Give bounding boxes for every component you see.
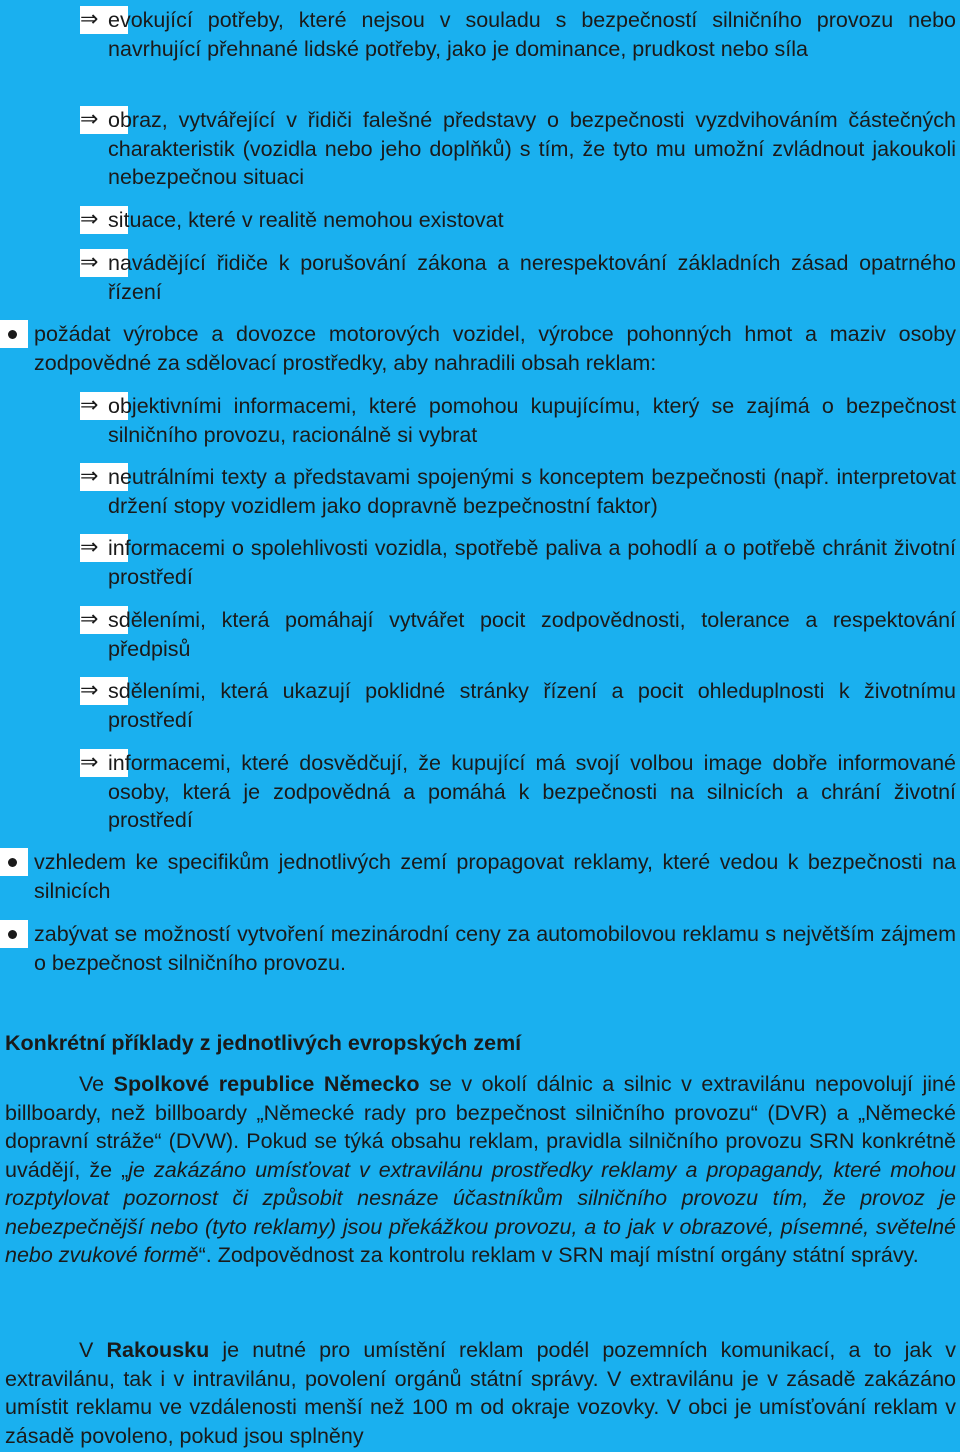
arrow-list-item: [80, 392, 956, 450]
arrow-item-text: informacemi o spolehlivosti vozidla, spotřebě paliva a pohodlí a o potřebě chránit životní prostředí: [108, 536, 956, 589]
arrow-list-item: [80, 677, 956, 735]
arrow-item-text: sděleními, která ukazují poklidné stránky řízení a pocit ohleduplnosti k životnímu prostředí: [108, 679, 956, 732]
para-text: “. Zodpovědnost za kontrolu reklam v SRN mají místní orgány státní správy.: [198, 1243, 919, 1267]
para-text: se v okolí dálnic a silnic v extravilánu nepovolují jiné billboardy, než billboardy „Německé rady pro bezpečnost silničního provozu“ (DVR) a „Německé dopravní stráže“ (DVW). Pokud se týká obsahu reklam, pravidla silničního provozu SRN konkrétně uvádějí, že „: [5, 1072, 956, 1182]
bullet-item-text: požádat výrobce a dovozce motorových vozidel, výrobce pohonných hmot a maziv osoby zodpovědné za sdělovací prostředky, aby nahradili obsah reklam:: [34, 322, 956, 375]
arrow-list-item: [80, 749, 956, 835]
arrow-item-text: evokující potřeby, které nejsou v souladu s bezpečností silničního provozu nebo navrhující přehnané lidské potřeby, jako je dominance, prudkost nebo síla: [108, 8, 956, 61]
arrow-list-item: [80, 106, 956, 192]
double-arrow-icon: ⇒: [80, 750, 99, 775]
marker-highlight: [0, 848, 28, 876]
double-arrow-icon: ⇒: [80, 107, 99, 132]
arrow-item-text: sděleními, která pomáhají vytvářet pocit zodpovědnosti, tolerance a respektování předpisů: [108, 608, 956, 661]
paragraph-austria: [5, 1336, 956, 1450]
bullet-item-text: vzhledem ke specifikům jednotlivých zemí propagovat reklamy, které vedou k bezpečnosti na silnicích: [34, 850, 956, 903]
arrow-list-item: [80, 249, 956, 307]
arrow-list-item: [80, 463, 956, 521]
paragraph-germany: [5, 1070, 956, 1270]
double-arrow-icon: ⇒: [80, 464, 99, 489]
double-arrow-icon: ⇒: [80, 535, 99, 560]
country-name: Spolkové republice Německo: [113, 1072, 420, 1096]
para-text: Ve: [79, 1072, 114, 1096]
double-arrow-icon: ⇒: [80, 678, 99, 703]
para-text: V: [79, 1338, 107, 1362]
bullet-list-item: [0, 920, 956, 978]
arrow-item-text: navádějící řidiče k porušování zákona a nerespektování základních zásad opatrného řízení: [108, 251, 956, 304]
quoted-regulation: je zakázáno umísťovat v extravilánu prostředky reklamy a propagandy, které mohou rozptylovat pozornost či způsobit nesnáze účastníkům silničního provozu tím, že provoz je nebezpečnější nebo (tyto reklamy) jsou překážkou provozu, a to jak v obrazové, písemné, světelné nebo zvukové formě: [5, 1157, 956, 1267]
para-text: je nutné pro umístění reklam podél pozemních komunikací, a to jak v extravilánu, tak i v intravilánu, povolení orgánů státní správy. V extravilánu je v zásadě zakázáno umístit reklamu ve vzdálenosti menší než 100 m od okraje vozovky. V obci je umísťování reklam v zásadě povoleno, pokud jsou splněny: [5, 1338, 956, 1448]
arrow-list-item: [80, 534, 956, 592]
arrow-item-text: informacemi, které dosvědčují, že kupující má svojí volbou image dobře informované osoby, která je zodpovědná a pomáhá k bezpečnosti na silnicích a chrání životní prostředí: [108, 751, 956, 832]
marker-highlight: [0, 920, 28, 948]
arrow-list-item: [80, 606, 956, 664]
double-arrow-icon: ⇒: [80, 7, 99, 32]
arrow-item-text: situace, které v realitě nemohou existovat: [108, 208, 504, 232]
bullet-list-item: [0, 320, 956, 378]
arrow-list-item: [80, 206, 956, 235]
double-arrow-icon: ⇒: [80, 250, 99, 275]
double-arrow-icon: ⇒: [80, 393, 99, 418]
bullet-icon: [8, 330, 17, 339]
double-arrow-icon: ⇒: [80, 607, 99, 632]
bullet-item-text: zabývat se možností vytvoření mezinárodní ceny za automobilovou reklamu s největším zájmem o bezpečnost silničního provozu.: [34, 922, 956, 975]
marker-highlight: [0, 320, 28, 348]
arrow-item-text: objektivními informacemi, které pomohou kupujícímu, který se zajímá o bezpečnost silničního provozu, racionálně si vybrat: [108, 394, 956, 447]
arrow-item-text: obraz, vytvářející v řidiči falešné představy o bezpečnosti vyzdvihováním částečných charakteristik (vozidla nebo jeho doplňků) s tím, že tyto mu umožní zvládnout jakoukoli nebezpečnou situaci: [108, 108, 956, 189]
section-heading: Konkrétní příklady z jednotlivých evropských zemí: [5, 1031, 522, 1055]
arrow-list-item: [80, 6, 956, 92]
bullet-list-item: [0, 848, 956, 906]
double-arrow-icon: ⇒: [80, 207, 99, 232]
bullet-icon: [8, 858, 17, 867]
country-name: Rakousku: [106, 1338, 210, 1362]
bullet-icon: [8, 930, 17, 939]
arrow-item-text: neutrálními texty a představami spojenými s konceptem bezpečnosti (např. interpretovat držení stopy vozidlem jako dopravně bezpečnostní faktor): [108, 465, 956, 518]
